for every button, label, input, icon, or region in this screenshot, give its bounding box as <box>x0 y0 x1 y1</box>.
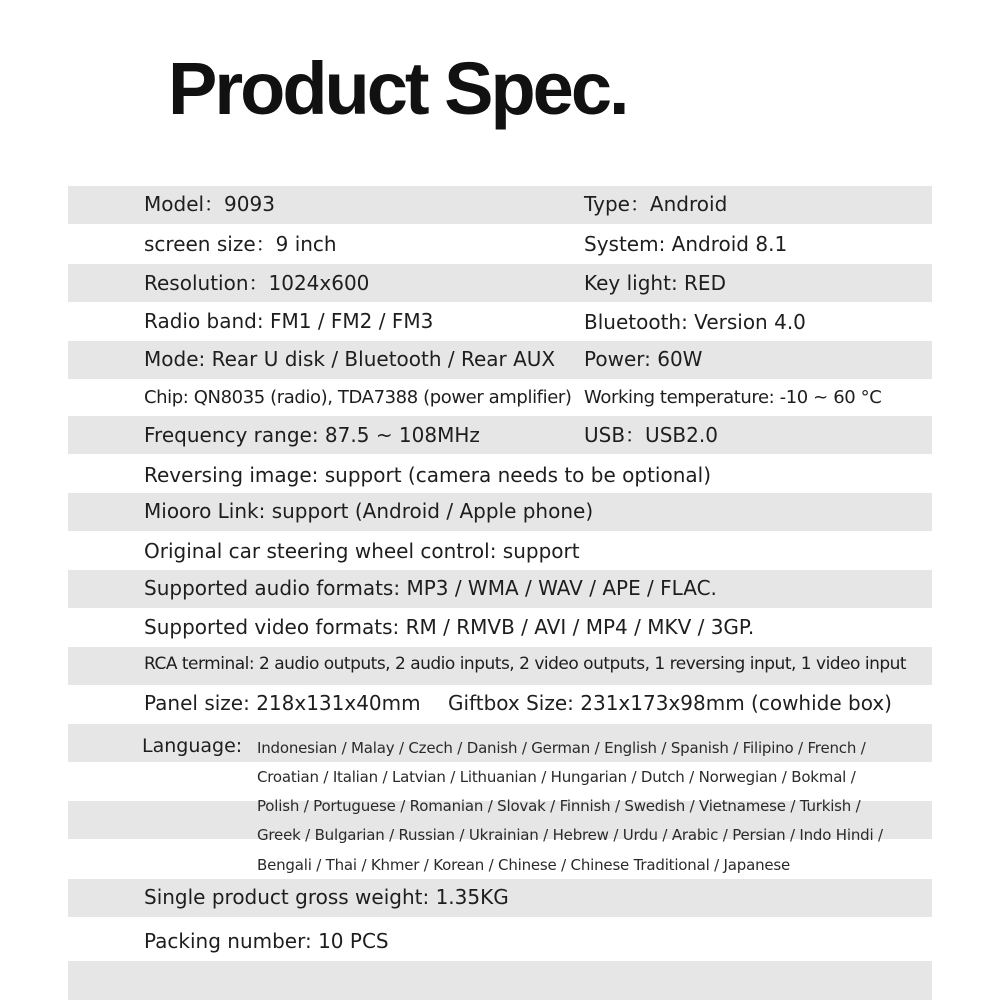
spec-screen-size: screen size：9 inch <box>144 232 337 256</box>
page-title: Product Spec. <box>168 47 627 130</box>
spec-type: Type：Android <box>584 192 728 216</box>
language-line: Bengali / Thai / Khmer / Korean / Chinese / Chinese Traditional / Japanese <box>257 856 791 874</box>
spec-key-light: Key light: RED <box>584 271 726 295</box>
spec-mode: Mode: Rear U disk / Bluetooth / Rear AUX <box>144 347 556 371</box>
spec-video-formats: Supported video formats: RM / RMVB / AVI / MP4 / MKV / 3GP. <box>144 615 755 639</box>
spec-radio-band: Radio band: FM1 / FM2 / FM3 <box>144 309 434 333</box>
spec-audio-formats: Supported audio formats: MP3 / WMA / WAV / APE / FLAC. <box>144 576 717 600</box>
spec-chip: Chip: QN8035 (radio), TDA7388 (power amplifier) <box>144 387 572 408</box>
spec-resolution: Resolution：1024x600 <box>144 271 370 295</box>
spec-system: System: Android 8.1 <box>584 232 788 256</box>
language-line: Polish / Portuguese / Romanian / Slovak / Finnish / Swedish / Vietnamese / Turkish / <box>257 797 861 815</box>
spec-giftbox-size: Giftbox Size: 231x173x98mm (cowhide box) <box>448 691 892 715</box>
spec-usb: USB：USB2.0 <box>584 423 718 447</box>
spec-power: Power: 60W <box>584 347 703 371</box>
language-line: Indonesian / Malay / Czech / Danish / German / English / Spanish / Filipino / French / <box>257 739 866 757</box>
language-label: Language: <box>142 735 243 757</box>
spec-packing-number: Packing number: 10 PCS <box>144 929 389 953</box>
spec-steering-wheel-control: Original car steering wheel control: support <box>144 539 580 563</box>
language-line: Greek / Bulgarian / Russian / Ukrainian / Hebrew / Urdu / Arabic / Persian / Indo Hindi / <box>257 826 883 844</box>
spec-bluetooth: Bluetooth: Version 4.0 <box>584 310 806 334</box>
language-line: Croatian / Italian / Latvian / Lithuanian / Hungarian / Dutch / Norwegian / Bokmal / <box>257 768 856 786</box>
spec-link: Miooro Link: support (Android / Apple phone) <box>144 499 594 523</box>
spec-working-temperature: Working temperature: -10 ~ 60 °C <box>584 387 882 408</box>
row-band <box>68 961 932 1000</box>
spec-gross-weight: Single product gross weight: 1.35KG <box>144 885 509 909</box>
spec-model: Model：9093 <box>144 192 275 216</box>
spec-reversing-image: Reversing image: support (camera needs to be optional) <box>144 463 711 487</box>
spec-frequency-range: Frequency range: 87.5 ~ 108MHz <box>144 423 480 447</box>
spec-panel-size: Panel size: 218x131x40mm <box>144 691 421 715</box>
spec-rca-terminal: RCA terminal: 2 audio outputs, 2 audio inputs, 2 video outputs, 1 reversing input, 1 video input <box>144 654 907 674</box>
